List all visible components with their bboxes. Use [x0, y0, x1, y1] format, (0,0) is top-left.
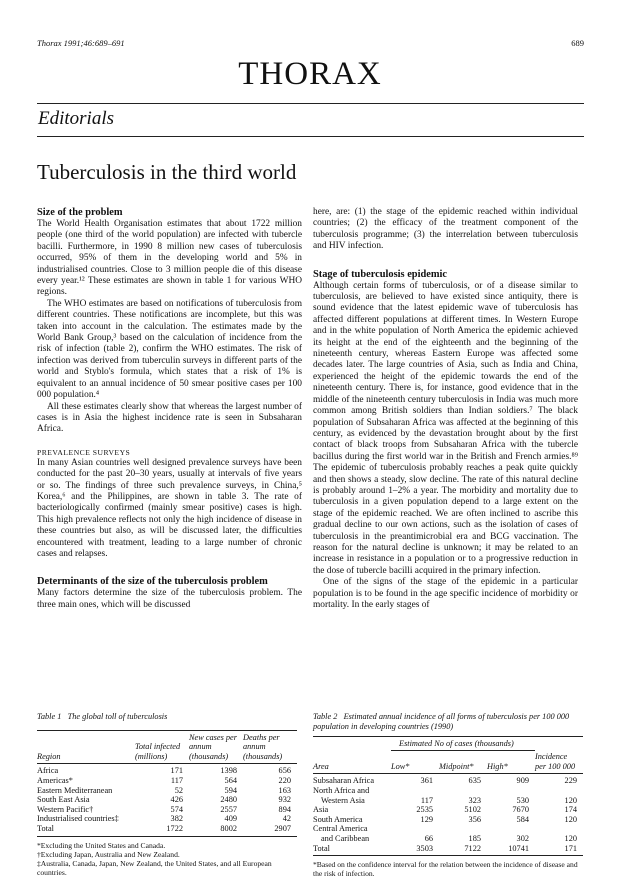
page-number: 689 [571, 38, 584, 48]
table-cell: 5102 [464, 805, 481, 815]
subheading: Size of the problem [37, 207, 123, 218]
table-cell: 356 [468, 814, 481, 824]
table-cell: 171 [564, 843, 577, 853]
table-cell [439, 786, 487, 796]
table-cell: 174 [564, 805, 577, 815]
table-row [313, 786, 583, 796]
row-label: and Caribbean [321, 834, 370, 844]
column-header: Area [313, 761, 329, 771]
table-cell: 129 [420, 814, 433, 824]
table-cell: 2535 [416, 805, 433, 815]
header-rule-bottom [37, 136, 584, 137]
table-2 [313, 712, 583, 878]
table-cell: 42 [282, 814, 291, 824]
table-cell: 2557 [220, 804, 237, 814]
table-footnote: †Excluding Japan, Australia and New Zealand. [37, 849, 180, 859]
table-cell [391, 824, 439, 834]
column-header: New cases per annum (thousands) [189, 732, 237, 761]
table-cell: 66 [424, 834, 433, 844]
table-cell: 530 [516, 795, 529, 805]
table-row [37, 824, 297, 836]
table-cell: 932 [278, 795, 291, 805]
table-cell: 8002 [220, 823, 237, 833]
column-header: Region [37, 751, 61, 761]
table-cell: 120 [564, 834, 577, 844]
table-cell: 120 [564, 795, 577, 805]
table-cell [487, 824, 535, 834]
table-cell: 594 [224, 785, 237, 795]
right-column [313, 207, 578, 611]
table-cell: 171 [170, 766, 183, 776]
table-cell: 7122 [464, 843, 481, 853]
subheading: Stage of tuberculosis epidemic [313, 268, 448, 280]
table-1-caption-text: The global toll of tuberculosis [67, 712, 168, 721]
table-cell: 52 [174, 785, 183, 795]
table-cell: 185 [468, 834, 481, 844]
paragraph: One of the signs of the stage of the epidemic in a particular population is to be found in the age specific incidence of morbidity or mortality. In the early stages of [313, 577, 578, 610]
row-label: Industrialised countries‡ [37, 814, 119, 824]
table-group-header-row [313, 737, 583, 751]
paragraph: Many factors determine the size of the tuberculosis problem. The three main ones, which will be discussed [37, 588, 302, 610]
table-row [313, 796, 583, 806]
table-cell: 635 [468, 776, 481, 786]
spacer [37, 560, 302, 576]
table-2-grid [313, 736, 583, 856]
minor-heading: PREVALENCE SURVEYS [37, 447, 131, 457]
row-label: Asia [313, 805, 329, 815]
paragraph: The WHO estimates are based on notifications of tuberculosis from different countries. These notifications are incomplete, but this was taken into account in the calculation. The estimates made by the World Bank Group,³ based on the calculation of incidence from the risk of infection (table 2), confirm the WHO estimates. The risk of infection was derived from tuberculin surveys in different parts of the world and Styblo's formula, which states that a risk of 1% is equivalent to an annual incidence of 50 smear positive cases per 100 000 population.⁴ [37, 298, 302, 401]
table-cell [439, 824, 487, 834]
table-row [313, 815, 583, 825]
table-2-footnotes [313, 860, 583, 878]
table-cell: 10741 [508, 843, 529, 853]
table-row [37, 814, 297, 824]
table-cell: 323 [468, 795, 481, 805]
table-cell: 220 [278, 775, 291, 785]
table-cell: 656 [278, 766, 291, 776]
table-cell: 302 [516, 834, 529, 844]
paragraph: here, are: (1) the stage of the epidemic reached within individual countries; (2) the efficacy of the treatment component of the tuberculosis programme; (3) the interrelation between tuberculosis and HIV infection. [313, 207, 578, 252]
table-cell [535, 786, 583, 796]
table-cell: 7670 [512, 805, 529, 815]
table-1-grid [37, 730, 297, 837]
row-label: Americas* [37, 775, 73, 785]
subheading: Determinants of the size of the tuberculosis problem [37, 576, 268, 588]
table-row [313, 834, 583, 844]
column-header: Incidence per 100 000 [535, 752, 576, 771]
row-label: Total [37, 823, 54, 833]
row-label: South East Asia [37, 795, 90, 805]
row-label: Central America [313, 824, 368, 834]
section-heading: Editorials [38, 108, 115, 129]
table-row [37, 795, 297, 805]
table-cell: 3503 [416, 843, 433, 853]
table-row [37, 776, 297, 786]
table-cell: 1722 [166, 823, 183, 833]
table-cell: 409 [224, 814, 237, 824]
left-column [37, 207, 302, 611]
table-cell: 564 [224, 775, 237, 785]
table-cell: 382 [170, 814, 183, 824]
table-cell: 117 [170, 775, 183, 785]
row-label: Africa [37, 766, 59, 776]
paragraph: Although certain forms of tuberculosis, or of a disease similar to tuberculosis, are believed to have existed since antiquity, there is sound evidence that the latest epidemic wave of tuberculosis has affected different populations at different times. In Western Europe and in the white population of North America the epidemic achieved its height at the end of the eighteenth and the beginning of the nineteenth century, whereas Eastern Europe was affected some decades later. The large countries of Asia, such as India and China, experienced the height of the epidemic towards the end of the nineteenth century. There is, for instance, good evidence that in the middle of the nineteenth century tuberculosis in India was much more common among British soldiers than Indian soldiers.⁷ The black population of Subsaharan Africa was affected at the beginning of this century, as evidenced by the devastation brought about by the first contact of black troops from Subsaharan Africa with the tubercle bacillus during the first world war in the British and French armies.⁸⁹ The epidemic of tuberculosis probably reaches a peak quite quickly and then shows a steady, slow decline. The rate of this natural decline is probably around 1–2% a year. The morbidity and mortality due to tuberculosis in a given population depend to a large extent on the stage of the epidemic reached. We are often inclined to ascribe this gradual decline to our own actions, such as the isolation of cases of tuberculosis in the preantimicrobial era and BCG vaccination. The reason for the natural decline is unknown; it may be related to an increase in resistance in a population or to a progressive reduction in the dose of tubercle bacilli acquired in the primary infection. [313, 280, 578, 576]
table-row [37, 764, 297, 776]
table-2-label: Table 2 [313, 712, 338, 721]
table-cell: 1398 [220, 766, 237, 776]
column-header: Deaths per annum (thousands) [243, 732, 283, 761]
row-label: Western Pacific† [37, 804, 94, 814]
table-footnote: *Excluding the United States and Canada. [37, 840, 166, 850]
table-cell: 2907 [274, 823, 291, 833]
table-row [37, 786, 297, 796]
table-2-caption-text: Estimated annual incidence of all forms of tuberculosis per 100 000 population in developing countries (1990) [313, 712, 570, 731]
table-1-caption [37, 712, 297, 722]
table-cell [535, 824, 583, 834]
table-cell: 120 [564, 814, 577, 824]
table-cell: 894 [278, 804, 291, 814]
article-title: Tuberculosis in the third world [37, 160, 297, 184]
table-header-row [313, 750, 583, 774]
table-cell [487, 786, 535, 796]
spacer [37, 436, 302, 447]
table-1-footnotes [37, 841, 297, 877]
table-2-caption [313, 712, 583, 731]
table-cell: 574 [170, 804, 183, 814]
table-cell [391, 786, 439, 796]
row-label: Total [313, 843, 330, 853]
table-header-row [37, 730, 297, 764]
row-label: Western Asia [321, 795, 365, 805]
table-cell: 426 [170, 795, 183, 805]
row-label: Subsaharan Africa [313, 776, 375, 786]
table-row [313, 774, 583, 786]
column-header: Total infected (millions) [135, 742, 181, 761]
table-row [313, 844, 583, 856]
table-row [313, 805, 583, 815]
table-1 [37, 712, 297, 877]
table-footnote: *Based on the confidence interval for the relation between the incidence of disease and the risk of infection. [313, 860, 578, 878]
table-footnote: ‡Australia, Canada, Japan, New Zealand, the United States, and all European countries. [37, 858, 272, 877]
table-cell: 361 [420, 776, 433, 786]
table-cell: 117 [420, 795, 433, 805]
table-cell: 909 [516, 776, 529, 786]
table-row [37, 805, 297, 815]
table-row [313, 824, 583, 834]
table-2-group-header: Estimated No of cases (thousands) [391, 737, 535, 751]
table-cell: 584 [516, 814, 529, 824]
column-header: Low* [391, 761, 410, 771]
header-rule-top [37, 103, 584, 104]
table-1-label: Table 1 [37, 712, 62, 721]
journal-citation: Thorax 1991;46:689–691 [37, 38, 125, 48]
journal-title: THORAX [238, 56, 382, 92]
paragraph: All these estimates clearly show that whereas the largest number of cases is in Asia the highest incidence rate is seen in Subsaharan Africa. [37, 401, 302, 435]
column-header: High* [487, 761, 508, 771]
paragraph: In many Asian countries well designed prevalence surveys have been conducted for the past 20–30 years, usually at intervals of five years or so. The findings of three such prevalence surveys, in China,⁵ Korea,⁶ and the Philippines, are shown in table 3. The rate of bacteriologically confirmed (mainly smear positive) cases is high. This high prevalence reflects not only the high incidence of disease in these countries but also, as will be discussed later, the difficulties encountered with treatment, leading to a large number of chronic cases and relapses. [37, 457, 302, 559]
column-header: Midpoint* [439, 761, 474, 771]
row-label: North Africa and [313, 786, 370, 796]
row-label: South America [313, 814, 363, 824]
row-label: Eastern Mediterranean [37, 785, 113, 795]
table-cell: 229 [564, 776, 577, 786]
table-cell: 163 [278, 785, 291, 795]
table-cell: 2480 [220, 795, 237, 805]
spacer [313, 253, 578, 269]
paragraph: The World Health Organisation estimates that about 1722 million people (one third of the world population) are infected with tubercle bacilli. Furthermore, in 1990 8 million new cases of tuberculosis occurred, 95% of them in the developing world and 5% in industrialised countries. Close to 3 million people die of this disease every year.¹² These estimates are shown in table 1 for various WHO regions. [37, 219, 302, 298]
